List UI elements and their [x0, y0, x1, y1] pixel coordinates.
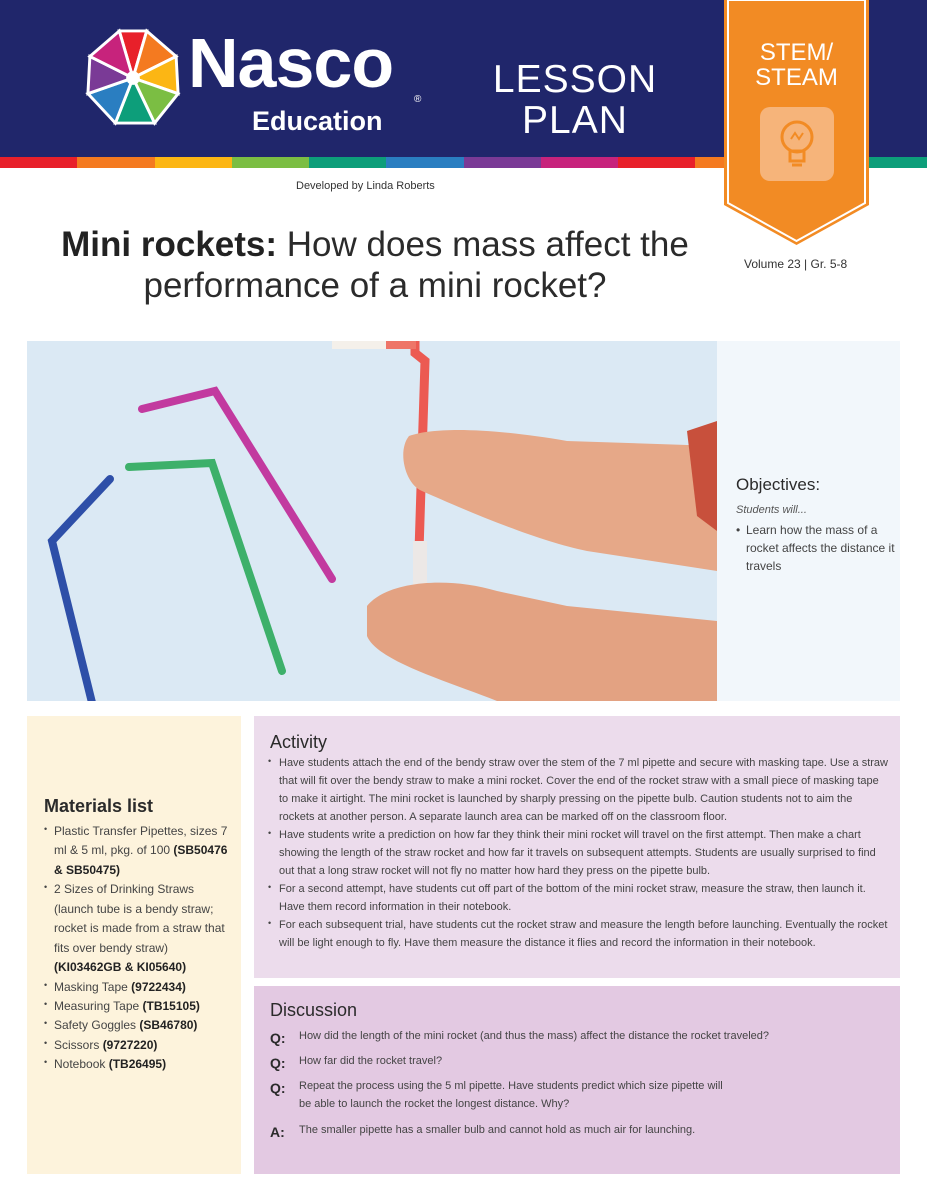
material-text: 2 Sizes of Drinking Straws (launch tube is a bendy straw; rocket is made from a straw that fits over bendy straw): [54, 882, 225, 955]
list-item: [44, 997, 236, 1016]
registered-mark: ®: [414, 94, 422, 105]
activity-list: [268, 754, 888, 952]
qa-text: Repeat the process using the 5 ml pipette. Have students predict which size pipette will be able to launch the rocket the longest distance. Why?: [299, 1080, 723, 1110]
material-code: (TB15105): [142, 998, 200, 1013]
discussion-heading: Discussion: [270, 1000, 358, 1020]
material-code: (SB50476 & SB50475): [54, 843, 228, 877]
material-code: (9727220): [102, 1037, 158, 1052]
objective-text: Learn how the mass of a rocket affects the distance it travels: [746, 523, 895, 573]
nasco-logo[interactable]: [84, 26, 434, 141]
qa-text: How far did the rocket travel?: [299, 1055, 443, 1067]
volume-grade: Volume 23 | Gr. 5-8: [744, 257, 848, 271]
brand-subtitle: Education: [252, 106, 383, 136]
list-item: • Have students attach the end of the bendy straw over the stem of the 7 ml pipette and secure with masking tape. Use a straw that will fit over the bendy straw to make a mini rocket. Cover the end of the rocket straw with a small piece of masking tape to make it airtight. The mini rocket is launched by sharply pressing on the pipette bulb. Caution students not to aim the rockets at another person. A separate launch area can be marked off on the classroom floor.: [268, 754, 888, 826]
stripe-segment: [232, 157, 309, 168]
material-text: Plastic Transfer Pipettes, sizes 7 ml & 5 ml, pkg. of 100: [54, 824, 228, 858]
stripe-segment: [464, 157, 541, 168]
material-text: Masking Tape: [54, 979, 132, 994]
title-bold: Mini rockets:: [61, 225, 278, 264]
list-item: • Have students write a prediction on how far they think their mini rocket will travel on the first attempt. Then make a chart showing the length of the straw rocket and how far it travels on subsequent attempts. Students are usually surprised to find out that a long straw rocket will not fly no matter how hard they press on the pipette bulb.: [268, 826, 888, 880]
lightbulb-icon: [760, 107, 834, 181]
brand-name: Nasco: [188, 24, 394, 102]
list-item: • For a second attempt, have students cut off part of the bottom of the mini rocket straw, measure the straw, then launch it. Have them record information in their notebook.: [268, 880, 888, 916]
title-rest: How does mass affect the performance of a mini rocket?: [143, 225, 689, 306]
qa-item: [270, 1053, 890, 1071]
objectives-heading: Objectives:: [736, 475, 821, 494]
bullet-icon: •: [736, 523, 741, 537]
material-code: (TB26495): [108, 1057, 167, 1072]
qa-tag: Q:: [270, 1080, 286, 1096]
list-item: [44, 822, 236, 880]
material-code: (9722434): [131, 979, 186, 994]
stripe-segment: [309, 157, 386, 168]
list-item: [44, 1055, 236, 1074]
materials-heading: Materials list: [44, 796, 154, 816]
list-item: [44, 1036, 236, 1055]
page-title: [30, 224, 720, 307]
qa-item: [270, 1078, 890, 1113]
straws-illustration: [27, 341, 717, 701]
qa-tag: Q:: [270, 1030, 286, 1046]
stripe-segment: [541, 157, 618, 168]
flower-logo-icon: [84, 26, 182, 130]
qa-tag: Q:: [270, 1055, 286, 1071]
qa-item: [270, 1122, 890, 1140]
qa-tag: A:: [270, 1124, 285, 1140]
list-item: [44, 880, 236, 977]
stripe-segment: [155, 157, 232, 168]
objectives-intro: Students will...: [736, 504, 807, 516]
objective-item: [736, 521, 896, 575]
rocket-photo: [27, 341, 717, 701]
stripe-segment: [618, 157, 695, 168]
list-item: • For each subsequent trial, have students cut the rocket straw and measure the length before launching. Eventually the rocket will be light enough to fly. Have them measure the distance it flies and record the information in their notebook.: [268, 916, 888, 952]
material-code: (SB46780): [139, 1018, 198, 1033]
objectives-panel: [717, 341, 900, 701]
material-text: Measuring Tape: [54, 998, 143, 1013]
material-text: Scissors: [54, 1037, 103, 1052]
list-item: [44, 1016, 236, 1035]
material-text: Notebook: [54, 1057, 109, 1072]
activity-heading: Activity: [270, 732, 328, 752]
discussion-panel: [254, 986, 900, 1174]
lesson-plan-label: LESSON PLAN: [492, 58, 658, 142]
activity-panel: [254, 716, 900, 978]
qa-item: [270, 1028, 890, 1046]
stripe-segment: [0, 157, 77, 168]
qa-text: The smaller pipette has a smaller bulb and cannot hold as much air for launching.: [299, 1124, 696, 1136]
materials-panel: [27, 716, 241, 1174]
qa-text: How did the length of the mini rocket (and thus the mass) affect the distance the rocket traveled?: [299, 1030, 769, 1042]
material-text: Safety Goggles: [54, 1018, 140, 1033]
stripe-segment: [386, 157, 463, 168]
materials-list: [44, 822, 236, 1075]
stripe-segment: [77, 157, 154, 168]
list-item: [44, 978, 236, 997]
author-credit: Developed by Linda Roberts: [296, 180, 435, 192]
material-code: (KI03462GB & KI05640): [54, 960, 187, 975]
stem-badge-label: STEM/ STEAM: [755, 39, 838, 92]
